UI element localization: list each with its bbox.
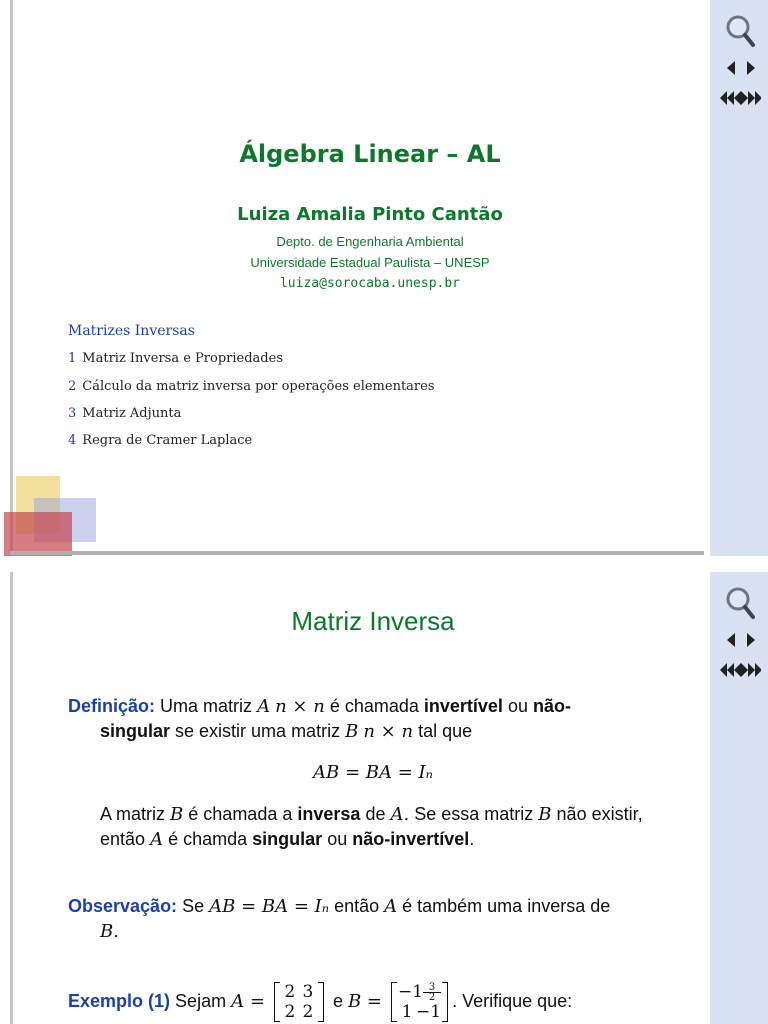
definition-label: Definição: [68, 696, 156, 716]
first-last-arrows-icon[interactable] [719, 660, 761, 680]
text: tal que [418, 721, 473, 741]
matrix-cell: 2 [284, 982, 296, 1002]
text: é chamda [168, 829, 248, 849]
toc-label: Regra de Cramer Laplace [82, 433, 253, 448]
text: de [365, 804, 386, 824]
toc-label: Matriz Inversa e Propriedades [82, 351, 283, 366]
math-A: A [150, 829, 164, 850]
matrix-cell: 2 [302, 1002, 314, 1022]
matrix-A [274, 982, 324, 1022]
text: Uma matriz [160, 696, 253, 716]
term-nao: não- [533, 696, 571, 716]
paragraph-line-1 [100, 802, 700, 827]
toc-item-4[interactable] [68, 433, 252, 448]
text: A matriz [100, 804, 166, 824]
text: é chamada a [188, 804, 293, 824]
text: Se essa matriz [414, 804, 534, 824]
matrix-cell-fraction [423, 983, 441, 1002]
text: se existir uma matriz [175, 721, 341, 741]
text: Sejam [175, 990, 227, 1011]
toc-number: 2 [68, 379, 77, 394]
first-last-arrows-icon[interactable] [719, 88, 761, 108]
affiliation-university: Universidade Estadual Paulista – UNESP [250, 255, 490, 270]
math-B: B = [347, 990, 382, 1012]
matrix-cell: −1 [398, 982, 424, 1002]
toc-item-2[interactable] [68, 379, 435, 394]
matrix-B [391, 982, 448, 1022]
fraction-denominator: 2 [423, 992, 441, 1002]
matrix-cell: −1 [416, 1002, 442, 1022]
text: então [100, 829, 146, 849]
math-A: A [257, 696, 271, 717]
term-invertivel: invertível [423, 696, 503, 716]
math-B: B. [100, 921, 119, 942]
text: não existir, [556, 804, 643, 824]
toc-number: 3 [68, 406, 77, 421]
author-name: Luiza Amalia Pinto Cantão [237, 204, 503, 225]
text: é chamada [329, 696, 419, 716]
math-nxn: n × n [363, 721, 414, 742]
term-nao-invertivel: não-invertível [352, 829, 470, 849]
definition-line-1 [68, 694, 688, 719]
toc-number: 1 [68, 351, 77, 366]
paragraph-line-2 [100, 827, 700, 852]
observation-label: Observação: [68, 896, 178, 916]
math-A: A = [231, 990, 265, 1012]
text: é também uma inversa de [402, 896, 611, 916]
matrix-cell: 3 [302, 982, 314, 1002]
math-A: A. [390, 804, 410, 825]
toc-label: Cálculo da matriz inversa por operações elementares [82, 379, 435, 394]
red-square [4, 512, 72, 556]
text: e [332, 990, 343, 1011]
definition-slide [0, 572, 768, 1024]
term-inversa: inversa [297, 804, 361, 824]
toc-heading[interactable]: Matrizes Inversas [68, 323, 195, 339]
math-equation: AB = BA = Iₙ [209, 896, 330, 917]
matrix-cell: 2 [284, 1002, 296, 1022]
author-email[interactable]: luiza@sorocaba.unesp.br [279, 276, 460, 291]
toc-label: Matriz Adjunta [82, 406, 182, 421]
page-title: Álgebra Linear – AL [239, 140, 501, 168]
math-nxn: n × n [275, 696, 325, 717]
text: . Verifique que: [452, 990, 573, 1011]
math-A: A [384, 896, 398, 917]
term-singular: singular [100, 721, 171, 741]
text: então [334, 896, 380, 916]
text: Se [182, 896, 205, 916]
term-singular: singular [252, 829, 323, 849]
matrix-cell: 1 [401, 1002, 413, 1022]
left-rule [10, 572, 13, 1024]
toc-item-3[interactable] [68, 406, 181, 421]
math-B: B [345, 721, 359, 742]
example-line [68, 982, 708, 1022]
math-B: B [538, 804, 552, 825]
math-B: B [170, 804, 184, 825]
definition-line-2 [100, 719, 700, 744]
toc-item-1[interactable] [68, 351, 283, 366]
example-label: Exemplo (1) [68, 990, 171, 1011]
observation-line-1 [68, 894, 688, 919]
slide-separator [10, 551, 704, 555]
equation: AB = BA = Iₙ [313, 762, 433, 783]
observation-line-2 [100, 919, 400, 944]
slide-title: Matriz Inversa [291, 606, 455, 636]
fraction-numerator: 3 [428, 982, 436, 993]
search-icon[interactable] [725, 14, 755, 48]
text: ou [327, 829, 348, 849]
affiliation-department: Depto. de Engenharia Ambiental [276, 234, 464, 249]
toc-number: 4 [68, 433, 77, 448]
prev-next-arrows-icon[interactable] [725, 58, 757, 78]
text: ou [507, 696, 528, 716]
text: . [469, 829, 475, 849]
